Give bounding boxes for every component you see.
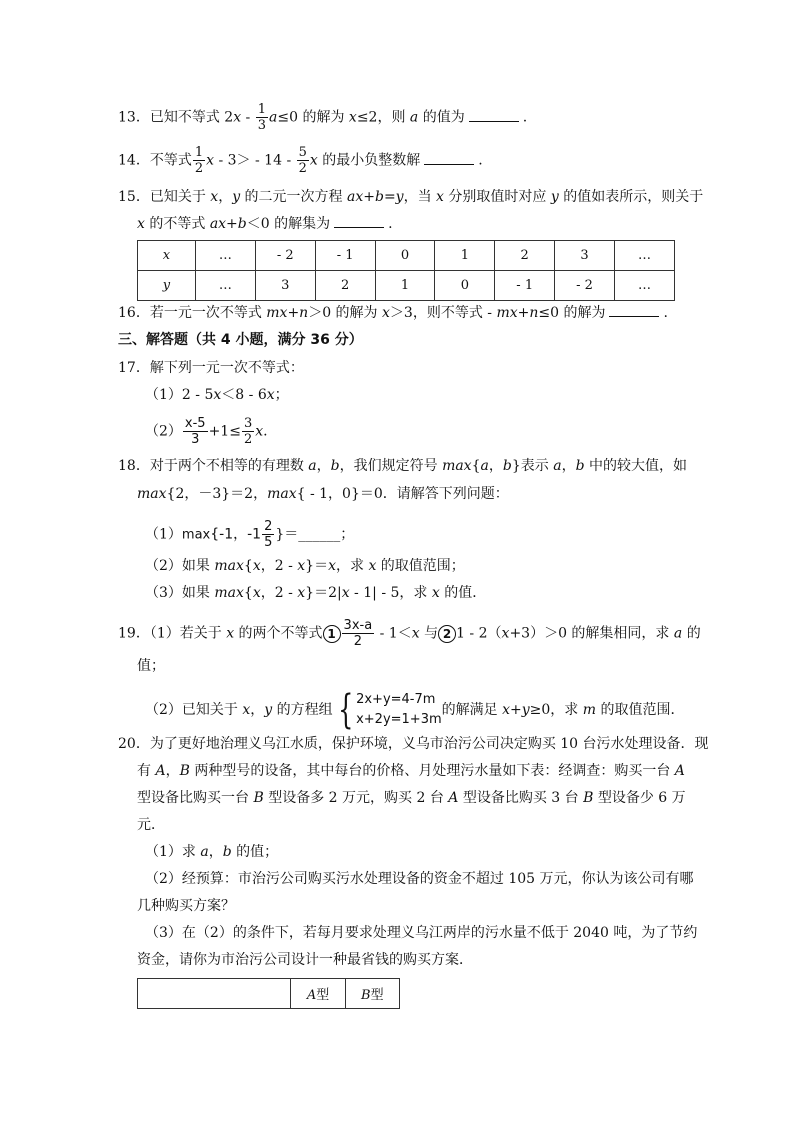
table-cell: - 1 [315,241,375,271]
var-x: x [297,585,306,601]
text: 2 - 5 [181,387,214,403]
text: +1≤ [208,423,241,440]
var-x: x [501,625,510,642]
table-cell: … [614,241,674,271]
question-20-line-1 [118,734,709,754]
text: . [263,423,268,440]
text: 型 [316,988,330,1003]
text: 两种型号的设备，其中每台的价格、月处理污水量如下表：经调查：购买一台 [189,763,675,779]
question-20-part-2b: 几种购买方案？ [137,898,235,914]
var-y: y [264,702,273,718]
table-cell: … [195,241,255,271]
var-x: x [297,558,306,574]
text: 已知关于 [149,189,211,205]
fraction [297,145,309,176]
text: 型设备比购买 3 台 [458,790,584,806]
numerator: x-5 [184,416,206,431]
var-x: x [137,216,145,232]
denominator: 3 [191,432,200,447]
text: ＞3，则不等式 - [389,305,497,321]
text: . [388,216,393,232]
var-a: a [480,458,489,474]
text: {-1， [210,526,248,543]
table-cell: y [138,271,196,301]
part-label: （1） [145,526,182,543]
question-15-line-2 [137,213,393,234]
question-number: 15． [118,189,150,205]
text: { [243,558,253,574]
table-cell: 1 [375,271,435,301]
text: . [478,152,483,169]
max-symbol: max [214,558,244,574]
question-15-line-1 [118,187,703,207]
section-title: 三、解答题（共 4 小题，满分 36 分） [118,332,363,348]
text: 的最小负整数解 [317,152,421,169]
text: 的取值范围． [596,702,685,718]
text: （1）若关于 [149,625,227,642]
part-label: （2）如果 [145,558,215,574]
table-cell: 2 [495,241,555,271]
answer-blank: ______ [298,526,341,543]
var-B: B [179,763,190,779]
text: ， [488,458,503,474]
var-y: y [550,189,559,205]
text: 解下列一元一次不等式： [149,360,304,376]
question-20-line-3 [137,788,686,808]
table-row [138,979,400,1009]
text: 1 - 2（ [456,625,502,642]
var-a: a [269,109,278,126]
var-b: b [502,458,512,474]
var-x: x [431,585,440,601]
question-19-line-3 [145,687,685,733]
text: 分别取值时对应 [443,189,551,205]
numerator: 3x-a [343,618,373,633]
text: ≤0 的解为 [538,305,606,321]
answer-blank [334,213,384,228]
text: ，当 [403,189,437,205]
equation: ax+b=y [347,189,404,205]
question-16 [118,302,668,323]
text: 对于两个不相等的有理数 [149,458,309,474]
text: 的解满足 [441,702,503,718]
var-x: x [368,558,377,574]
numerator: 1 [257,102,267,117]
value-table [137,240,675,301]
table-cell: 0 [375,241,435,271]
var-B: B [253,790,264,806]
var-A: A [674,763,685,779]
fraction [183,416,208,447]
part-label: （2） [145,423,182,440]
table-cell: 3 [555,241,615,271]
denominator: 5 [264,535,273,550]
table-cell: 0 [435,271,495,301]
text: }＝ [275,526,299,543]
var-x: x [252,558,261,574]
equation-row: 2x+y=4-7m [356,692,436,707]
numerator: 3 [243,416,253,431]
max-symbol: max [181,527,211,543]
text: 型设备多 2 万元，购买 2 台 [263,790,449,806]
text: 型 [370,988,384,1003]
var-x: x [309,152,318,169]
text: { [471,458,481,474]
question-number: 13． [118,109,150,126]
table-cell: 2 [315,271,375,301]
text: - 1| - 5，求 [349,585,432,601]
text: ， [561,458,576,474]
text: 若一元一次不等式 [149,305,267,321]
table-cell: 3 [255,271,315,301]
expression: ax+b [209,216,247,232]
question-number: 20． [118,736,150,752]
text: {2，－3}＝2， [166,486,268,502]
question-20-part-1 [145,842,278,862]
var-b: b [575,458,585,474]
var-x: x [411,625,420,642]
text: 的方程组 [272,702,333,718]
var-x: x [210,189,219,205]
text: ＞0 的解为 [308,305,383,321]
question-20-line-4: 元． [137,817,165,833]
table-cell: x [138,241,196,271]
question-18-part-2 [145,556,465,576]
system-rows [356,690,442,730]
question-number: 18． [118,458,150,474]
question-20-part-2a: （2）经预算：市治污公司购买污水处理设备的资金不超过 105 万元，你认为该公司有哪 [145,871,694,887]
var-x: x [266,387,275,403]
denominator: 3 [257,118,267,133]
text: 值； [137,658,165,674]
question-17-part-2 [145,416,268,447]
text: ， [208,844,223,860]
numerator: 1 [194,145,204,160]
text: 的二元一次方程 [240,189,348,205]
text: 中的较大值，如 [584,458,687,474]
table-cell [138,979,291,1009]
text: - 1＜ [375,625,412,642]
denominator: 2 [353,634,362,649]
numerator: 5 [298,145,307,160]
text: - 3＞ - 14 - [214,152,296,169]
text: 的值如表所示，则关于 [558,189,704,205]
table-row-x [138,241,675,271]
fraction [193,145,205,176]
var-x: x [226,625,235,642]
table-cell-A [291,979,345,1009]
text: ，2 - [260,585,298,601]
question-18-line-2 [137,484,509,504]
var-x: x [328,558,336,574]
text: ，求 [336,558,369,574]
table-cell: - 2 [255,241,315,271]
text: 的两个不等式 [234,625,323,642]
text: ，我们规定符号 [339,458,443,474]
text: 已知不等式 2 [149,109,234,126]
var-a: a [673,625,683,642]
var-x: x [341,585,350,601]
brace-icon: { [337,687,354,733]
denominator: 2 [243,432,253,447]
question-18-line-1 [118,456,687,476]
var-x: x [382,305,390,321]
table-row-y [138,271,675,301]
text: ≤2，则 [356,109,410,126]
text: （1）求 [145,844,201,860]
question-18-part-1 [145,519,354,550]
fraction [262,519,274,550]
denominator: 2 [298,161,307,176]
part-label: （1） [145,387,182,403]
answer-blank [424,150,474,165]
text: . [663,305,668,321]
max-symbol: max [214,585,244,601]
question-20-part-3b: 资金，请你为市治污公司设计一种最省钱的购买方案． [137,952,473,968]
var-A: A [155,763,166,779]
text: }表示 [511,458,554,474]
numerator: 2 [264,519,273,534]
text: }＝ [305,558,329,574]
table-cell: - 1 [495,271,555,301]
circled-number: 1 [323,625,341,643]
text: 的不等式 [144,216,210,232]
question-19-line-2 [137,656,165,676]
text: ， [165,763,180,779]
text: 与 [419,625,439,642]
var-x: x [436,189,444,205]
var-x: x [242,702,251,718]
circled-number: 2 [438,625,456,643]
text: +3）＞0 的解集相同，求 [509,625,674,642]
answer-blank [469,107,519,122]
var-m: m [582,702,597,718]
var-x: x [233,109,242,126]
part-label: （3）如果 [145,585,215,601]
var-x: x [255,423,264,440]
fraction [242,416,254,447]
var-b: b [330,458,340,474]
var-a: a [409,109,419,126]
text: ， [316,458,331,474]
question-20-line-2 [137,761,685,781]
table-cell-B [345,979,399,1009]
var-A: A [448,790,459,806]
question-20-part-3a: （3）在（2）的条件下，若每月要求处理义乌江两岸的污水量不低于 2040 吨，为了节约 [145,925,698,941]
text: ； [340,526,355,543]
var-a: a [308,458,317,474]
var-x: x [206,152,215,169]
table-cell: 1 [435,241,495,271]
table-cell: - 2 [555,271,615,301]
question-18-part-3 [145,583,486,603]
var-a: a [200,844,209,860]
fraction [256,102,268,133]
var-A: A [306,988,317,1003]
question-17-part-1 [145,385,289,405]
text: ＜8 - 6 [221,387,267,403]
max-symbol: max [267,486,297,502]
var-x: x [213,387,222,403]
text: { [243,585,253,601]
question-number: 14． [118,152,150,169]
question-number: 19． [118,625,150,642]
expression: x+y [502,702,530,718]
var-B: B [361,988,371,1003]
text: ； [274,387,289,403]
expression: mx+n [496,305,539,321]
equation-row: x+2y=1+3m [356,712,442,727]
table-cell: … [195,271,255,301]
question-number: 17． [118,360,150,376]
question-14 [118,145,483,176]
text: 的 [682,625,701,642]
question-number: 16． [118,305,150,321]
text: （2）已知关于 [145,702,243,718]
text: ＜0 的解集为 [246,216,331,232]
text: 有 [137,763,156,779]
max-symbol: max [137,486,167,502]
var-b: b [222,844,232,860]
text: -1 [247,526,262,543]
var-y: y [232,189,241,205]
var-x: x [252,585,261,601]
text: 的值． [439,585,487,601]
text: ， [250,702,265,718]
expression: mx+n [266,305,309,321]
text: { - 1，0}＝0．请解答下列问题： [296,486,509,502]
text: ≥0，求 [529,702,583,718]
text: 型设备少 6 万 [593,790,686,806]
text: ，2 - [260,558,298,574]
text: 的值； [231,844,279,860]
text: 不等式 [149,152,192,169]
question-19-line-1 [118,618,701,649]
question-17 [118,358,304,378]
var-x: x [348,109,357,126]
text: 的取值范围； [376,558,465,574]
text: 型设备比购买一台 [137,790,254,806]
text: ， [218,189,233,205]
question-13 [118,102,527,133]
denominator: 2 [194,161,204,176]
max-symbol: max [442,458,472,474]
fraction [342,618,375,649]
text: - [241,109,255,126]
var-B: B [583,790,594,806]
text: 为了更好地治理义乌江水质，保护环境，义乌市治污公司决定购买 10 台污水处理设备．现 [149,736,709,752]
answer-blank [609,302,659,317]
equation-system [333,687,442,733]
var-a: a [553,458,562,474]
text: . [522,109,528,126]
text: }＝2| [305,585,342,601]
text: ≤0 的解为 [277,109,349,126]
table-cell: … [614,271,674,301]
text: 的值为 [418,109,465,126]
equipment-table [137,978,400,1009]
